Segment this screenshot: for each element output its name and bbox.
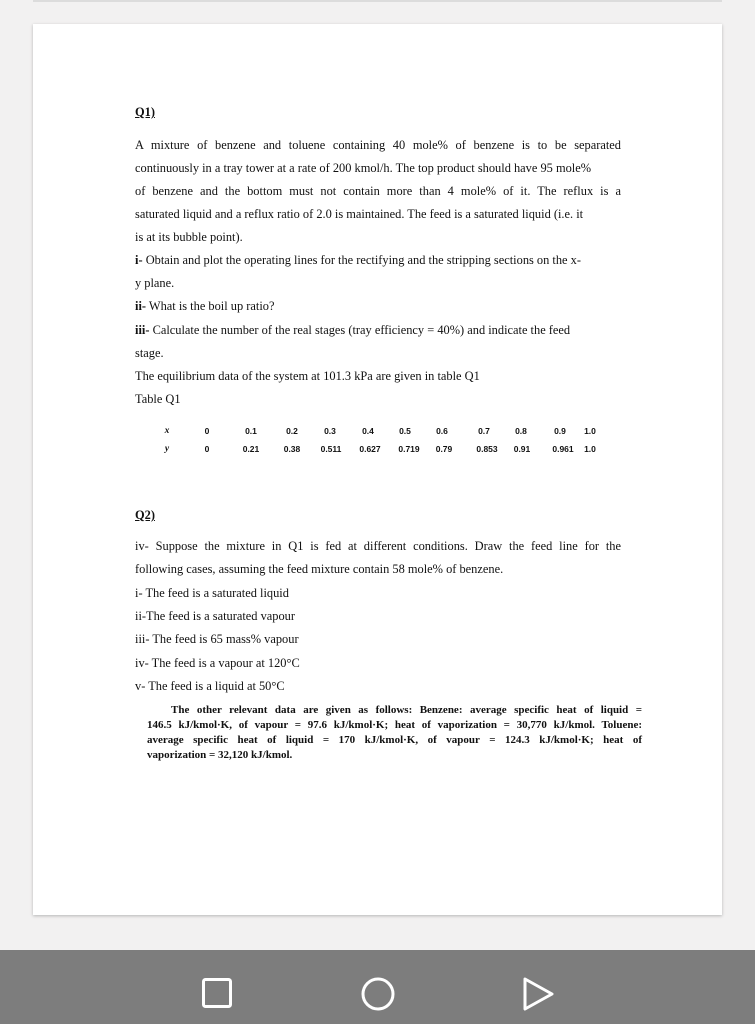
q1-item-3: [135, 322, 570, 339]
q1-item-2-marker: ii-: [135, 299, 147, 313]
table-y-label: y: [164, 444, 170, 454]
table-x-cell: 0.2: [286, 426, 298, 436]
triangle-icon: [520, 975, 556, 1013]
q2-intro-line-2: following cases, assuming the feed mixture contain 58 mole% of benzene.: [135, 562, 504, 576]
table-x-cell: 0.1: [245, 426, 257, 436]
table-x-cell: 0.4: [362, 426, 374, 436]
table-x-label: x: [164, 426, 170, 436]
table-y-cell: 0.38: [283, 444, 301, 454]
table-y-cell: 0.961: [552, 444, 574, 454]
q2-intro-line-1: iv- Suppose the mixture in Q1 is fed at different conditions. Draw the feed line for the: [135, 539, 621, 553]
q1-heading: Q1): [135, 105, 155, 119]
q2-case-1: i- The feed is a saturated liquid: [135, 586, 289, 600]
top-divider: [33, 0, 722, 2]
data-note-line-1: The other relevant data are given as follows: Benzene: average specific heat of liquid =: [171, 704, 642, 716]
table-x-cell: 0: [204, 426, 210, 436]
q1-equilibrium-note: The equilibrium data of the system at 101.3 kPa are given in table Q1: [135, 369, 480, 383]
document-page: [33, 24, 722, 915]
table-y-cell: 0.21: [242, 444, 260, 454]
data-note-line-3: average specific heat of liquid = 170 kJ/kmol·K, of vapour = 124.3 kJ/kmol·K; heat of: [147, 734, 642, 746]
q1-item-3-marker: iii-: [135, 323, 150, 337]
table-y-cell: 0.719: [398, 444, 420, 454]
table-x-cell: 1.0: [584, 426, 596, 436]
home-button[interactable]: [359, 975, 397, 1018]
table-x-cell: 0.6: [436, 426, 448, 436]
q1-item-1: [135, 252, 581, 269]
q1-item-1-marker: i-: [135, 253, 143, 267]
table-x-cell: 0.9: [554, 426, 566, 436]
data-note-line-2: 146.5 kJ/kmol·K, of vapour = 97.6 kJ/kmol·K; heat of vaporization = 30,770 kJ/kmol. Toluene:: [147, 719, 642, 731]
q1-item-2-line-1: What is the boil up ratio?: [148, 299, 275, 313]
table-y-cell: 1.0: [584, 444, 596, 454]
q2-case-3: iii- The feed is 65 mass% vapour: [135, 632, 299, 646]
table-caption: Table Q1: [135, 392, 181, 406]
square-icon: [199, 975, 235, 1011]
table-y-cell: 0.91: [513, 444, 531, 454]
q1-item-1-line-1: Obtain and plot the operating lines for the rectifying and the stripping sections on the x-: [145, 253, 581, 267]
q1-item-3-line-1: Calculate the number of the real stages (tray efficiency = 40%) and indicate the feed: [152, 323, 571, 337]
q1-para-line-3: of benzene and the bottom must not contain more than 4 mole% of it. The reflux is a: [135, 184, 621, 198]
table-y-cell: 0.627: [359, 444, 381, 454]
q1-para-line-2: continuously in a tray tower at a rate of 200 kmol/h. The top product should have 95 mole%: [135, 161, 592, 175]
q1-item-1-line-2: y plane.: [135, 276, 175, 290]
table-x-cell: 0.7: [478, 426, 490, 436]
q1-para-line-1: A mixture of benzene and toluene containing 40 mole% of benzene is to be separated: [135, 138, 621, 152]
q2-case-2: ii-The feed is a saturated vapour: [135, 609, 295, 623]
table-y-cell: 0: [204, 444, 210, 454]
back-button[interactable]: [520, 975, 556, 1018]
q2-case-4: iv- The feed is a vapour at 120°C: [135, 656, 300, 670]
table-x-cell: 0.5: [399, 426, 411, 436]
table-x-cell: 0.8: [515, 426, 527, 436]
q1-item-2: [135, 298, 275, 315]
table-x-cell: 0.3: [324, 426, 336, 436]
q2-heading: Q2): [135, 508, 155, 522]
data-note-line-4: vaporization = 32,120 kJ/kmol.: [147, 749, 293, 761]
q2-case-5: v- The feed is a liquid at 50°C: [135, 679, 285, 693]
recents-button[interactable]: [199, 975, 235, 1016]
q1-para-line-4: saturated liquid and a reflux ratio of 2.0 is maintained. The feed is a saturated liquid (i.e. it: [135, 207, 584, 221]
circle-icon: [359, 975, 397, 1013]
table-y-cell: 0.853: [476, 444, 498, 454]
q1-para-line-5: is at its bubble point).: [135, 230, 243, 244]
q1-item-3-line-2: stage.: [135, 346, 164, 360]
table-y-cell: 0.511: [320, 444, 342, 454]
table-y-cell: 0.79: [435, 444, 453, 454]
